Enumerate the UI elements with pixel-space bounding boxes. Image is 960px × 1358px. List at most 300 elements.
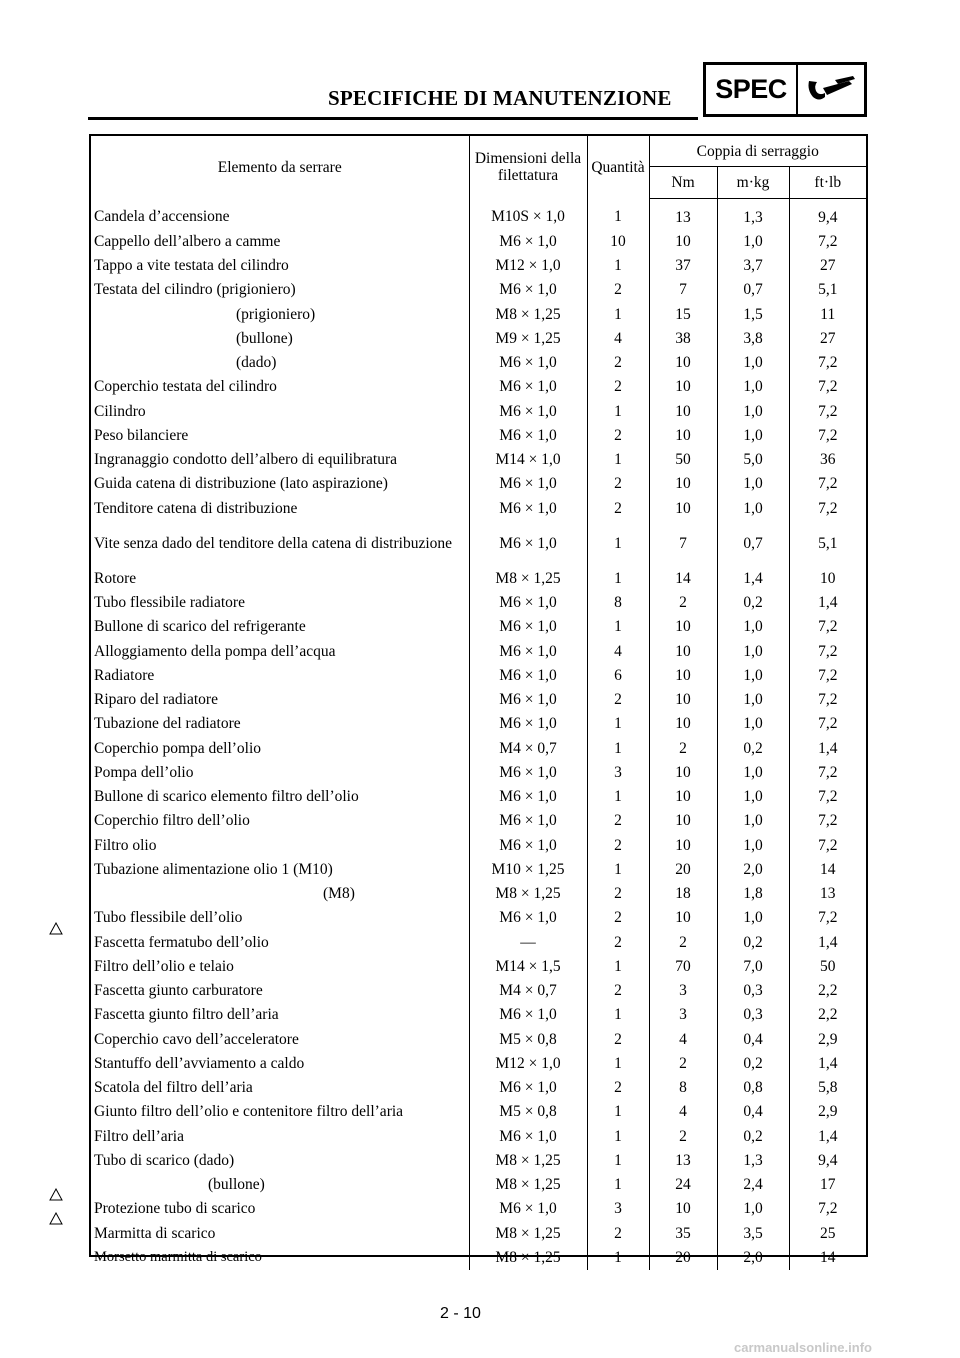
cell-dimension: M8 × 1,25 bbox=[469, 302, 587, 326]
table-row bbox=[91, 278, 866, 302]
cell-mkg: 1,3 bbox=[717, 199, 789, 230]
cell-nm: 10 bbox=[649, 688, 717, 712]
table-row bbox=[91, 857, 866, 881]
cell-nm: 2 bbox=[649, 736, 717, 760]
cell-ftlb: 5,1 bbox=[818, 534, 838, 552]
spec-badge bbox=[703, 62, 867, 117]
cell-nm: 38 bbox=[649, 326, 717, 350]
cell-ftlb: 2,2 bbox=[818, 982, 838, 1000]
cell-nm: 10 bbox=[649, 351, 717, 375]
cell-element: Coperchio pompa dell’olio bbox=[91, 736, 469, 760]
cell-element: Bullone di scarico del refrigerante bbox=[91, 615, 469, 639]
cell-dimension: — bbox=[469, 930, 587, 954]
cell-dimension: M6 × 1,0 bbox=[469, 496, 587, 520]
cell-quantity: 1 bbox=[587, 1051, 649, 1075]
cell-quantity: 2 bbox=[587, 1076, 649, 1100]
cell-element: Candela d’accensione bbox=[91, 199, 469, 230]
cell-nm: 10 bbox=[649, 399, 717, 423]
cell-quantity: 1 bbox=[587, 566, 649, 590]
cell-mkg: 0,2 bbox=[717, 736, 789, 760]
cell-dimension: M14 × 1,0 bbox=[469, 448, 587, 472]
table-row bbox=[91, 496, 866, 520]
cell-dimension: M6 × 1,0 bbox=[469, 229, 587, 253]
cell-element: Coperchio testata del cilindro bbox=[91, 375, 469, 399]
cell-quantity: 8 bbox=[587, 591, 649, 615]
cell-mkg: 0,3 bbox=[717, 1003, 789, 1027]
cell-quantity: 10 bbox=[587, 229, 649, 253]
table-row bbox=[91, 663, 866, 687]
cell-quantity: 1 bbox=[587, 199, 649, 230]
cell-element: Filtro olio bbox=[91, 833, 469, 857]
cell-quantity: 1 bbox=[587, 712, 649, 736]
cell-ftlb: 7,2 bbox=[818, 909, 838, 927]
cell-mkg: 1,0 bbox=[717, 785, 789, 809]
cell-element: Peso bilanciere bbox=[91, 423, 469, 447]
cell-element: Radiatore bbox=[91, 663, 469, 687]
cell-dimension: M6 × 1,0 bbox=[469, 906, 587, 930]
table-row bbox=[91, 229, 866, 253]
cell-mkg: 2,4 bbox=[717, 1173, 789, 1197]
wrench-icon bbox=[798, 65, 864, 114]
cell-ftlb: 7,2 bbox=[818, 666, 838, 684]
cell-mkg: 1,0 bbox=[717, 833, 789, 857]
table-row bbox=[91, 882, 866, 906]
cell-nm: 50 bbox=[649, 448, 717, 472]
cell-quantity: 2 bbox=[587, 688, 649, 712]
cell-dimension: M8 × 1,25 bbox=[469, 882, 587, 906]
table-row bbox=[91, 688, 866, 712]
cell-mkg: 0,8 bbox=[717, 1076, 789, 1100]
cell-mkg: 1,4 bbox=[717, 566, 789, 590]
cell-dimension: M6 × 1,0 bbox=[469, 688, 587, 712]
cell-ftlb: 10 bbox=[820, 569, 836, 587]
cell-nm: 7 bbox=[649, 520, 717, 566]
cell-element: Filtro dell’olio e telaio bbox=[91, 954, 469, 978]
cell-mkg: 1,0 bbox=[717, 639, 789, 663]
cell-element: Marmitta di scarico bbox=[91, 1221, 469, 1245]
cell-element: Cilindro bbox=[91, 399, 469, 423]
cell-mkg: 0,7 bbox=[717, 520, 789, 566]
cell-element: Stantuffo dell’avviamento a caldo bbox=[91, 1051, 469, 1075]
table-row bbox=[91, 566, 866, 590]
cell-dimension: M8 × 1,25 bbox=[469, 1245, 587, 1269]
cell-dimension: M10 × 1,25 bbox=[469, 857, 587, 881]
cell-mkg: 1,0 bbox=[717, 615, 789, 639]
cell-nm: 37 bbox=[649, 254, 717, 278]
cell-element: Tubo di scarico (dado) bbox=[91, 1148, 469, 1172]
table-row bbox=[91, 1148, 866, 1172]
cell-quantity: 1 bbox=[587, 1245, 649, 1269]
cell-nm: 10 bbox=[649, 809, 717, 833]
cell-dimension: M6 × 1,0 bbox=[469, 615, 587, 639]
cell-ftlb: 2,9 bbox=[818, 1030, 838, 1048]
cell-mkg: 2,0 bbox=[717, 857, 789, 881]
cell-mkg: 7,0 bbox=[717, 954, 789, 978]
cell-dimension: M6 × 1,0 bbox=[469, 520, 587, 566]
cell-quantity: 1 bbox=[587, 1124, 649, 1148]
cell-quantity: 2 bbox=[587, 833, 649, 857]
cell-dimension: M14 × 1,5 bbox=[469, 954, 587, 978]
table-row bbox=[91, 736, 866, 760]
cell-mkg: 1,0 bbox=[717, 496, 789, 520]
cell-mkg: 0,2 bbox=[717, 1124, 789, 1148]
cell-element: Pompa dell’olio bbox=[91, 760, 469, 784]
cell-quantity: 2 bbox=[587, 979, 649, 1003]
cell-element: Bullone di scarico elemento filtro dell’olio bbox=[91, 785, 469, 809]
cell-ftlb: 7,2 bbox=[818, 812, 838, 830]
col-header-mkg: m·kg bbox=[717, 167, 789, 199]
cell-mkg: 5,0 bbox=[717, 448, 789, 472]
cell-mkg: 1,0 bbox=[717, 423, 789, 447]
cell-quantity: 1 bbox=[587, 615, 649, 639]
cell-ftlb: 1,4 bbox=[818, 1054, 838, 1072]
cell-mkg: 0,2 bbox=[717, 930, 789, 954]
cell-mkg: 1,5 bbox=[717, 302, 789, 326]
cell-quantity: 2 bbox=[587, 472, 649, 496]
table-row bbox=[91, 399, 866, 423]
cell-element: Scatola del filtro dell’aria bbox=[91, 1076, 469, 1100]
table-row bbox=[91, 833, 866, 857]
table-row bbox=[91, 979, 866, 1003]
cell-ftlb: 7,2 bbox=[818, 1200, 838, 1218]
cell-quantity: 4 bbox=[587, 326, 649, 350]
cell-quantity: 2 bbox=[587, 809, 649, 833]
cell-ftlb: 7,2 bbox=[818, 232, 838, 250]
col-header-element: Elemento da serrare bbox=[91, 136, 469, 199]
cell-nm: 2 bbox=[649, 1051, 717, 1075]
cell-ftlb: 14 bbox=[820, 1248, 836, 1266]
cell-dimension: M6 × 1,0 bbox=[469, 712, 587, 736]
table-row bbox=[91, 199, 866, 230]
cell-dimension: M6 × 1,0 bbox=[469, 472, 587, 496]
cell-dimension: M6 × 1,0 bbox=[469, 423, 587, 447]
cell-ftlb: 7,2 bbox=[818, 691, 838, 709]
cell-ftlb: 1,4 bbox=[818, 933, 838, 951]
cell-dimension: M12 × 1,0 bbox=[469, 254, 587, 278]
cell-ftlb: 36 bbox=[820, 451, 836, 469]
cell-nm: 2 bbox=[649, 930, 717, 954]
cell-ftlb: 25 bbox=[820, 1224, 836, 1242]
cell-mkg: 0,2 bbox=[717, 591, 789, 615]
cell-dimension: M10S × 1,0 bbox=[469, 199, 587, 230]
cell-element: Fascetta giunto carburatore bbox=[91, 979, 469, 1003]
cell-dimension: M6 × 1,0 bbox=[469, 1197, 587, 1221]
cell-nm: 3 bbox=[649, 979, 717, 1003]
cell-ftlb: 1,4 bbox=[818, 739, 838, 757]
cell-quantity: 1 bbox=[587, 1100, 649, 1124]
cell-ftlb: 13 bbox=[820, 885, 836, 903]
cell-dimension: M6 × 1,0 bbox=[469, 663, 587, 687]
cell-ftlb: 7,2 bbox=[818, 715, 838, 733]
cell-quantity: 2 bbox=[587, 375, 649, 399]
table-row bbox=[91, 712, 866, 736]
cell-mkg: 1,0 bbox=[717, 399, 789, 423]
cell-element: Coperchio cavo dell’acceleratore bbox=[91, 1027, 469, 1051]
cell-dimension: M6 × 1,0 bbox=[469, 833, 587, 857]
cell-quantity: 1 bbox=[587, 1173, 649, 1197]
col-header-quantity: Quantità bbox=[587, 136, 649, 199]
cell-nm: 14 bbox=[649, 566, 717, 590]
col-header-nm: Nm bbox=[649, 167, 717, 199]
cell-mkg: 1,0 bbox=[717, 809, 789, 833]
col-header-torque: Coppia di serraggio bbox=[696, 142, 819, 160]
cell-dimension: M8 × 1,25 bbox=[469, 1173, 587, 1197]
cell-nm: 18 bbox=[649, 882, 717, 906]
cell-dimension: M12 × 1,0 bbox=[469, 1051, 587, 1075]
table-row bbox=[91, 1221, 866, 1245]
cell-ftlb: 27 bbox=[820, 329, 836, 347]
cell-element: (bullone) bbox=[91, 326, 469, 350]
cell-ftlb: 7,2 bbox=[818, 378, 838, 396]
cell-mkg: 1,3 bbox=[717, 1148, 789, 1172]
table-row bbox=[91, 1003, 866, 1027]
cell-ftlb: 7,2 bbox=[818, 836, 838, 854]
cell-quantity: 1 bbox=[587, 520, 649, 566]
cell-element: (bullone) bbox=[91, 1173, 469, 1197]
cell-nm: 10 bbox=[649, 833, 717, 857]
cell-dimension: M5 × 0,8 bbox=[469, 1027, 587, 1051]
cell-element: Tubo flessibile radiatore bbox=[91, 591, 469, 615]
cell-dimension: M8 × 1,25 bbox=[469, 566, 587, 590]
table-row bbox=[91, 472, 866, 496]
cell-nm: 10 bbox=[649, 785, 717, 809]
cell-nm: 2 bbox=[649, 1124, 717, 1148]
cell-quantity: 1 bbox=[587, 1148, 649, 1172]
table-row bbox=[91, 954, 866, 978]
cell-ftlb: 7,2 bbox=[818, 402, 838, 420]
cell-mkg: 1,0 bbox=[717, 688, 789, 712]
cell-quantity: 2 bbox=[587, 1027, 649, 1051]
cell-quantity: 1 bbox=[587, 302, 649, 326]
cell-element: Tubazione alimentazione olio 1 (M10) bbox=[91, 857, 469, 881]
table-row bbox=[91, 1100, 866, 1124]
table-row bbox=[91, 1027, 866, 1051]
cell-nm: 10 bbox=[649, 760, 717, 784]
cell-nm: 10 bbox=[649, 375, 717, 399]
cell-element: (M8) bbox=[91, 882, 469, 906]
cell-nm: 10 bbox=[649, 906, 717, 930]
cell-ftlb: 7,2 bbox=[818, 499, 838, 517]
cell-mkg: 2,0 bbox=[717, 1245, 789, 1269]
cell-ftlb: 7,2 bbox=[818, 788, 838, 806]
table-row bbox=[91, 1197, 866, 1221]
cell-ftlb: 7,2 bbox=[818, 426, 838, 444]
table-row bbox=[91, 448, 866, 472]
cell-element: Cappello dell’albero a camme bbox=[91, 229, 469, 253]
cell-element: Rotore bbox=[91, 566, 469, 590]
cell-mkg: 1,8 bbox=[717, 882, 789, 906]
table-row bbox=[91, 760, 866, 784]
cell-quantity: 1 bbox=[587, 399, 649, 423]
table-row bbox=[91, 785, 866, 809]
cell-mkg: 1,0 bbox=[717, 712, 789, 736]
cell-nm: 10 bbox=[649, 496, 717, 520]
cell-element: Tubazione del radiatore bbox=[91, 712, 469, 736]
cell-quantity: 2 bbox=[587, 906, 649, 930]
cell-dimension: M4 × 0,7 bbox=[469, 736, 587, 760]
cell-ftlb: 9,4 bbox=[818, 208, 838, 226]
cell-quantity: 1 bbox=[587, 254, 649, 278]
table-row bbox=[91, 351, 866, 375]
cell-element: Guida catena di distribuzione (lato aspirazione) bbox=[91, 472, 469, 496]
cell-nm: 4 bbox=[649, 1027, 717, 1051]
cell-quantity: 2 bbox=[587, 278, 649, 302]
cell-dimension: M6 × 1,0 bbox=[469, 1076, 587, 1100]
cell-element: Testata del cilindro (prigioniero) bbox=[91, 278, 469, 302]
cell-nm: 70 bbox=[649, 954, 717, 978]
cell-nm: 10 bbox=[649, 472, 717, 496]
cell-element: (prigioniero) bbox=[91, 302, 469, 326]
triangle-marker-icon bbox=[49, 1188, 63, 1201]
table-row bbox=[91, 1245, 866, 1269]
cell-nm: 10 bbox=[649, 229, 717, 253]
cell-element: Protezione tubo di scarico bbox=[91, 1197, 469, 1221]
cell-nm: 10 bbox=[649, 712, 717, 736]
cell-nm: 15 bbox=[649, 302, 717, 326]
cell-element: Tappo a vite testata del cilindro bbox=[91, 254, 469, 278]
table-row bbox=[91, 1051, 866, 1075]
cell-mkg: 3,5 bbox=[717, 1221, 789, 1245]
cell-quantity: 4 bbox=[587, 639, 649, 663]
cell-element: Tubo flessibile dell’olio bbox=[91, 906, 469, 930]
table-row bbox=[91, 1124, 866, 1148]
cell-quantity: 2 bbox=[587, 882, 649, 906]
cell-mkg: 1,0 bbox=[717, 760, 789, 784]
cell-element: Fascetta giunto filtro dell’aria bbox=[91, 1003, 469, 1027]
cell-dimension: M6 × 1,0 bbox=[469, 1124, 587, 1148]
cell-quantity: 1 bbox=[587, 954, 649, 978]
cell-dimension: M8 × 1,25 bbox=[469, 1221, 587, 1245]
cell-dimension: M6 × 1,0 bbox=[469, 785, 587, 809]
cell-ftlb: 17 bbox=[820, 1176, 836, 1194]
cell-nm: 2 bbox=[649, 591, 717, 615]
cell-mkg: 0,2 bbox=[717, 1051, 789, 1075]
cell-ftlb: 7,2 bbox=[818, 642, 838, 660]
title-underline bbox=[88, 117, 698, 120]
table-row bbox=[91, 254, 866, 278]
cell-nm: 3 bbox=[649, 1003, 717, 1027]
table-row bbox=[91, 302, 866, 326]
cell-dimension: M4 × 0,7 bbox=[469, 979, 587, 1003]
cell-element: (dado) bbox=[91, 351, 469, 375]
cell-ftlb: 1,4 bbox=[818, 594, 838, 612]
cell-ftlb: 50 bbox=[820, 957, 836, 975]
triangle-marker-icon bbox=[49, 922, 63, 935]
cell-mkg: 1,0 bbox=[717, 375, 789, 399]
table-row bbox=[91, 423, 866, 447]
cell-ftlb: 7,2 bbox=[818, 618, 838, 636]
table-row bbox=[91, 520, 866, 566]
cell-dimension: M9 × 1,25 bbox=[469, 326, 587, 350]
cell-ftlb: 7,2 bbox=[818, 354, 838, 372]
cell-dimension: M6 × 1,0 bbox=[469, 351, 587, 375]
cell-quantity: 3 bbox=[587, 760, 649, 784]
col-header-ftlb: ft·lb bbox=[789, 167, 866, 199]
cell-mkg: 1,0 bbox=[717, 229, 789, 253]
cell-dimension: M6 × 1,0 bbox=[469, 278, 587, 302]
cell-element: Fascetta fermatubo dell’olio bbox=[91, 930, 469, 954]
cell-nm: 20 bbox=[649, 1245, 717, 1269]
cell-ftlb: 27 bbox=[820, 257, 836, 275]
cell-dimension: M6 × 1,0 bbox=[469, 760, 587, 784]
cell-quantity: 2 bbox=[587, 423, 649, 447]
cell-mkg: 0,3 bbox=[717, 979, 789, 1003]
cell-nm: 8 bbox=[649, 1076, 717, 1100]
cell-dimension: M5 × 0,8 bbox=[469, 1100, 587, 1124]
cell-element: Coperchio filtro dell’olio bbox=[91, 809, 469, 833]
cell-mkg: 1,0 bbox=[717, 1197, 789, 1221]
cell-nm: 10 bbox=[649, 663, 717, 687]
cell-element: Giunto filtro dell’olio e contenitore filtro dell’aria bbox=[91, 1100, 469, 1124]
cell-mkg: 1,0 bbox=[717, 472, 789, 496]
cell-mkg: 0,4 bbox=[717, 1027, 789, 1051]
watermark: carmanualsonline.info bbox=[734, 1340, 872, 1355]
cell-nm: 24 bbox=[649, 1173, 717, 1197]
cell-element: Filtro dell’aria bbox=[91, 1124, 469, 1148]
cell-nm: 10 bbox=[649, 615, 717, 639]
cell-nm: 10 bbox=[649, 639, 717, 663]
cell-ftlb: 2,2 bbox=[818, 1006, 838, 1024]
table-row bbox=[91, 809, 866, 833]
cell-ftlb: 7,2 bbox=[818, 475, 838, 493]
cell-dimension: M6 × 1,0 bbox=[469, 639, 587, 663]
cell-dimension: M6 × 1,0 bbox=[469, 1003, 587, 1027]
cell-nm: 10 bbox=[649, 423, 717, 447]
cell-dimension: M6 × 1,0 bbox=[469, 809, 587, 833]
cell-quantity: 2 bbox=[587, 930, 649, 954]
cell-ftlb: 9,4 bbox=[818, 1151, 838, 1169]
cell-mkg: 0,4 bbox=[717, 1100, 789, 1124]
cell-dimension: M8 × 1,25 bbox=[469, 1148, 587, 1172]
cell-ftlb: 5,8 bbox=[818, 1079, 838, 1097]
cell-mkg: 0,7 bbox=[717, 278, 789, 302]
cell-nm: 7 bbox=[649, 278, 717, 302]
cell-mkg: 3,8 bbox=[717, 326, 789, 350]
page-number: 2 - 10 bbox=[440, 1305, 481, 1322]
cell-ftlb: 1,4 bbox=[818, 1127, 838, 1145]
torque-spec-table bbox=[89, 134, 868, 1266]
table-row bbox=[91, 1076, 866, 1100]
table-row bbox=[91, 639, 866, 663]
spec-badge-label: SPEC bbox=[706, 65, 798, 114]
cell-element: Riparo del radiatore bbox=[91, 688, 469, 712]
cell-ftlb: 14 bbox=[820, 860, 836, 878]
cell-nm: 20 bbox=[649, 857, 717, 881]
col-header-dimension: Dimensioni della filettatura bbox=[469, 136, 587, 199]
cell-quantity: 1 bbox=[587, 448, 649, 472]
table-row bbox=[91, 1173, 866, 1197]
cell-element: Vite senza dado del tenditore della catena di distribuzione bbox=[91, 520, 469, 566]
cell-element: Tenditore catena di distribuzione bbox=[91, 496, 469, 520]
cell-element: Ingranaggio condotto dell’albero di equilibratura bbox=[91, 448, 469, 472]
cell-mkg: 1,0 bbox=[717, 906, 789, 930]
cell-ftlb: 11 bbox=[820, 305, 836, 323]
cell-quantity: 1 bbox=[587, 857, 649, 881]
cell-quantity: 6 bbox=[587, 663, 649, 687]
cell-element: Alloggiamento della pompa dell’acqua bbox=[91, 639, 469, 663]
cell-quantity: 1 bbox=[587, 1003, 649, 1027]
cell-ftlb: 7,2 bbox=[818, 763, 838, 781]
cell-quantity: 2 bbox=[587, 496, 649, 520]
cell-ftlb: 2,9 bbox=[818, 1103, 838, 1121]
cell-quantity: 2 bbox=[587, 351, 649, 375]
cell-dimension: M6 × 1,0 bbox=[469, 399, 587, 423]
cell-dimension: M6 × 1,0 bbox=[469, 591, 587, 615]
cell-quantity: 1 bbox=[587, 736, 649, 760]
cell-nm: 4 bbox=[649, 1100, 717, 1124]
cell-nm: 13 bbox=[649, 1148, 717, 1172]
cell-nm: 13 bbox=[649, 199, 717, 230]
